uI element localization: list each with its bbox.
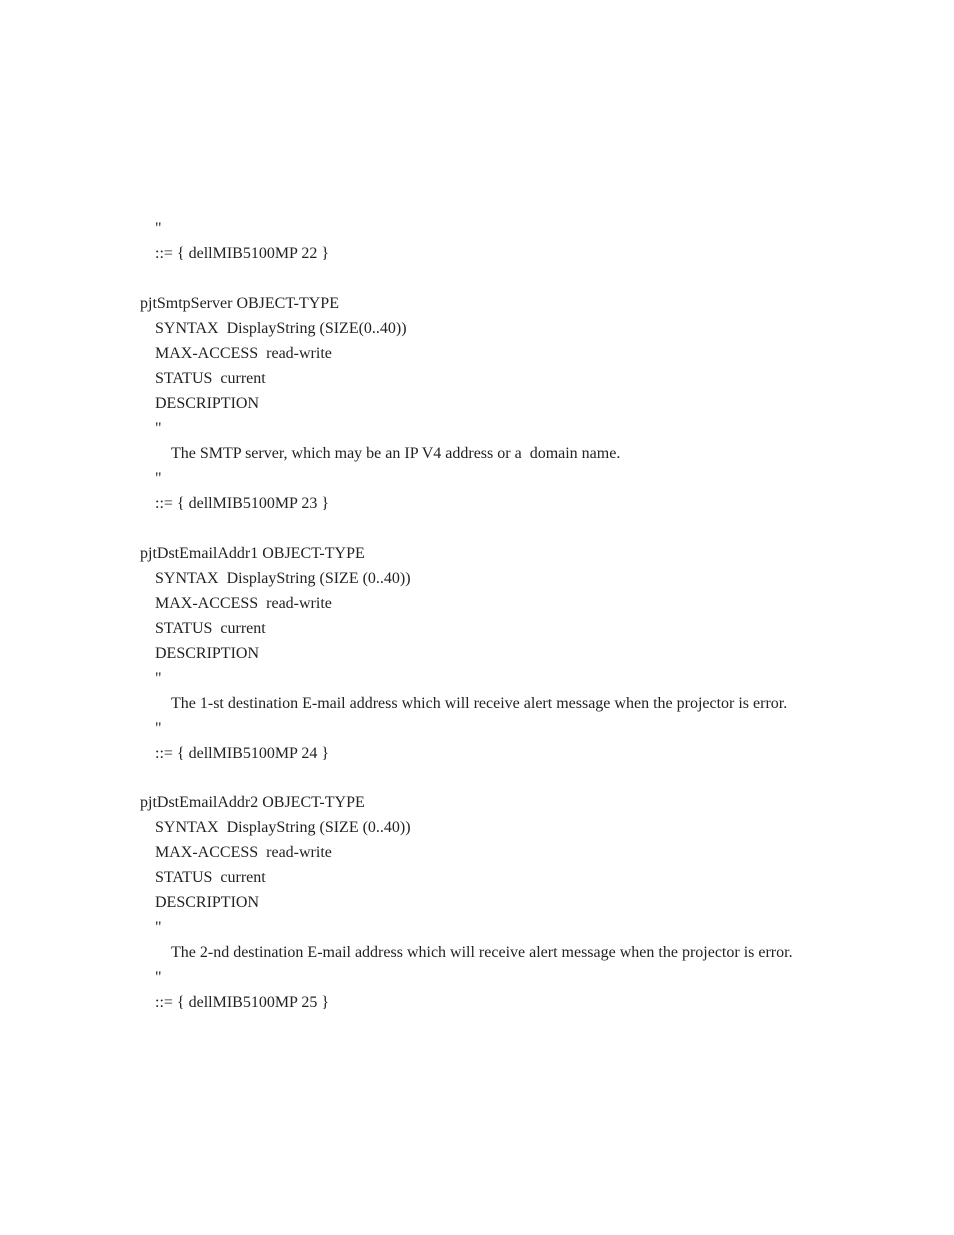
description-text: The 1-st destination E-mail address which will receive alert message when the projector is error. xyxy=(171,695,788,712)
description-keyword: DESCRIPTION xyxy=(155,395,260,412)
description-text: The 2-nd destination E-mail address which will receive alert message when the projector is error. xyxy=(171,944,793,961)
oid-assignment: ::= { dellMIB5100MP 24 } xyxy=(155,745,330,762)
max-access-line: MAX-ACCESS read-write xyxy=(155,595,332,612)
max-access-line: MAX-ACCESS read-write xyxy=(155,844,332,861)
mib-object-dst-email-addr1 xyxy=(140,541,860,766)
description-text: The SMTP server, which may be an IP V4 address or a domain name. xyxy=(171,445,621,462)
status-line: STATUS current xyxy=(155,869,266,886)
max-access-line: MAX-ACCESS read-write xyxy=(155,345,332,362)
quote-line: " xyxy=(155,420,162,437)
description-keyword: DESCRIPTION xyxy=(155,645,260,662)
oid-assignment: ::= { dellMIB5100MP 22 } xyxy=(155,245,330,262)
quote-line: " xyxy=(155,220,162,237)
mib-object-smtp-server xyxy=(140,291,860,516)
syntax-line: SYNTAX DisplayString (SIZE (0..40)) xyxy=(155,819,411,836)
syntax-line: SYNTAX DisplayString (SIZE (0..40)) xyxy=(155,570,411,587)
quote-line: " xyxy=(155,670,162,687)
quote-line: " xyxy=(155,969,162,986)
quote-line: " xyxy=(155,919,162,936)
status-line: STATUS current xyxy=(155,370,266,387)
status-line: STATUS current xyxy=(155,620,266,637)
object-type-heading: pjtDstEmailAddr2 OBJECT-TYPE xyxy=(140,794,365,811)
syntax-line: SYNTAX DisplayString (SIZE(0..40)) xyxy=(155,320,407,337)
oid-assignment: ::= { dellMIB5100MP 23 } xyxy=(155,495,330,512)
quote-line: " xyxy=(155,470,162,487)
object-type-heading: pjtSmtpServer OBJECT-TYPE xyxy=(140,295,339,312)
quote-line: " xyxy=(155,720,162,737)
oid-assignment: ::= { dellMIB5100MP 25 } xyxy=(155,994,330,1011)
mib-tail-block xyxy=(140,216,860,266)
object-type-heading: pjtDstEmailAddr1 OBJECT-TYPE xyxy=(140,545,365,562)
mib-object-dst-email-addr2 xyxy=(140,790,860,1015)
description-keyword: DESCRIPTION xyxy=(155,894,260,911)
